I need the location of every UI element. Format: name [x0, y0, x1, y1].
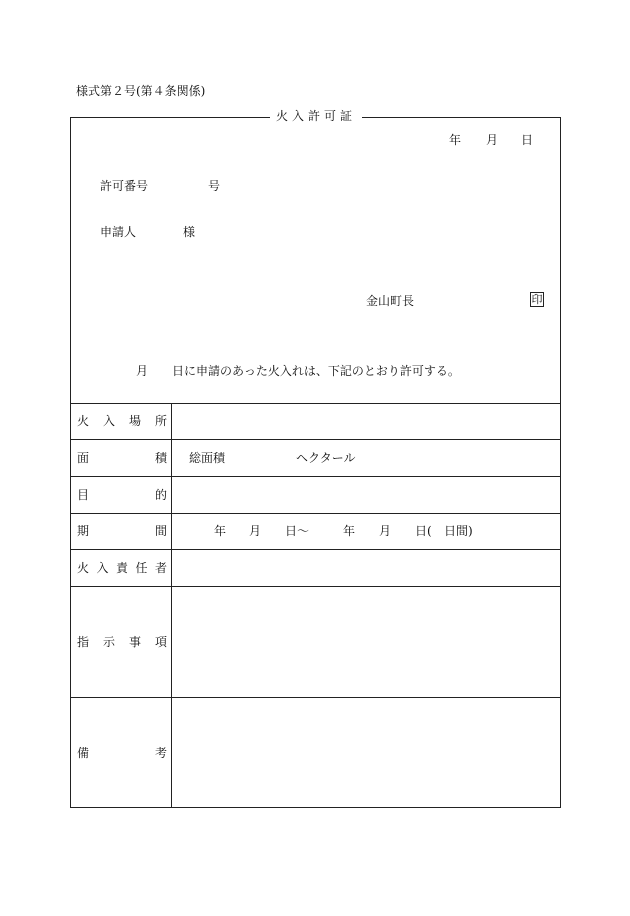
table-top-rule — [70, 403, 561, 404]
total-area-label: 総面積 — [189, 451, 226, 465]
period-end-year: 年 — [343, 524, 356, 538]
document-title: 火入許可証 — [270, 110, 362, 122]
statement-month: 月 — [136, 364, 149, 378]
issue-date-month: 月 — [486, 133, 499, 147]
applicant-label: 申請人 — [100, 225, 137, 239]
issue-date-day: 日 — [521, 133, 534, 147]
row-divider — [70, 697, 561, 698]
row-divider — [70, 513, 561, 514]
statement-text: 日に申請のあった火入れは、下記のとおり許可する。 — [172, 364, 460, 378]
row-label-fire-location: 火 入 場 所 — [77, 414, 167, 428]
row-label-instructions: 指 示 事 項 — [77, 635, 167, 649]
period-start-day: 日～ — [285, 524, 310, 538]
seal-mark: 印 — [531, 293, 543, 306]
issuer-name: 金山町長 — [366, 294, 415, 308]
applicant-honorific: 様 — [183, 225, 196, 239]
row-label-remarks: 備 考 — [77, 746, 167, 760]
issue-date-year: 年 — [449, 133, 462, 147]
permit-number-label: 許可番号 — [100, 179, 149, 193]
row-divider — [70, 586, 561, 587]
period-end-month: 月 — [379, 524, 392, 538]
row-label-purpose: 目 的 — [77, 488, 167, 502]
period-start-year: 年 — [214, 524, 227, 538]
hectare-unit: ヘクタール — [296, 451, 356, 465]
form-number-label: 様式第２号(第４条関係) — [76, 84, 206, 98]
row-label-area: 面 積 — [77, 451, 167, 465]
period-end-day: 日( — [415, 524, 432, 538]
permit-number-suffix: 号 — [208, 179, 221, 193]
row-divider — [70, 439, 561, 440]
row-label-person-in-charge: 火 入 責 任 者 — [77, 561, 167, 575]
period-start-month: 月 — [249, 524, 262, 538]
label-column-divider — [171, 403, 172, 808]
row-divider — [70, 549, 561, 550]
row-divider — [70, 476, 561, 477]
row-label-period: 期 間 — [77, 524, 167, 538]
period-total-days: 日間) — [444, 524, 473, 538]
